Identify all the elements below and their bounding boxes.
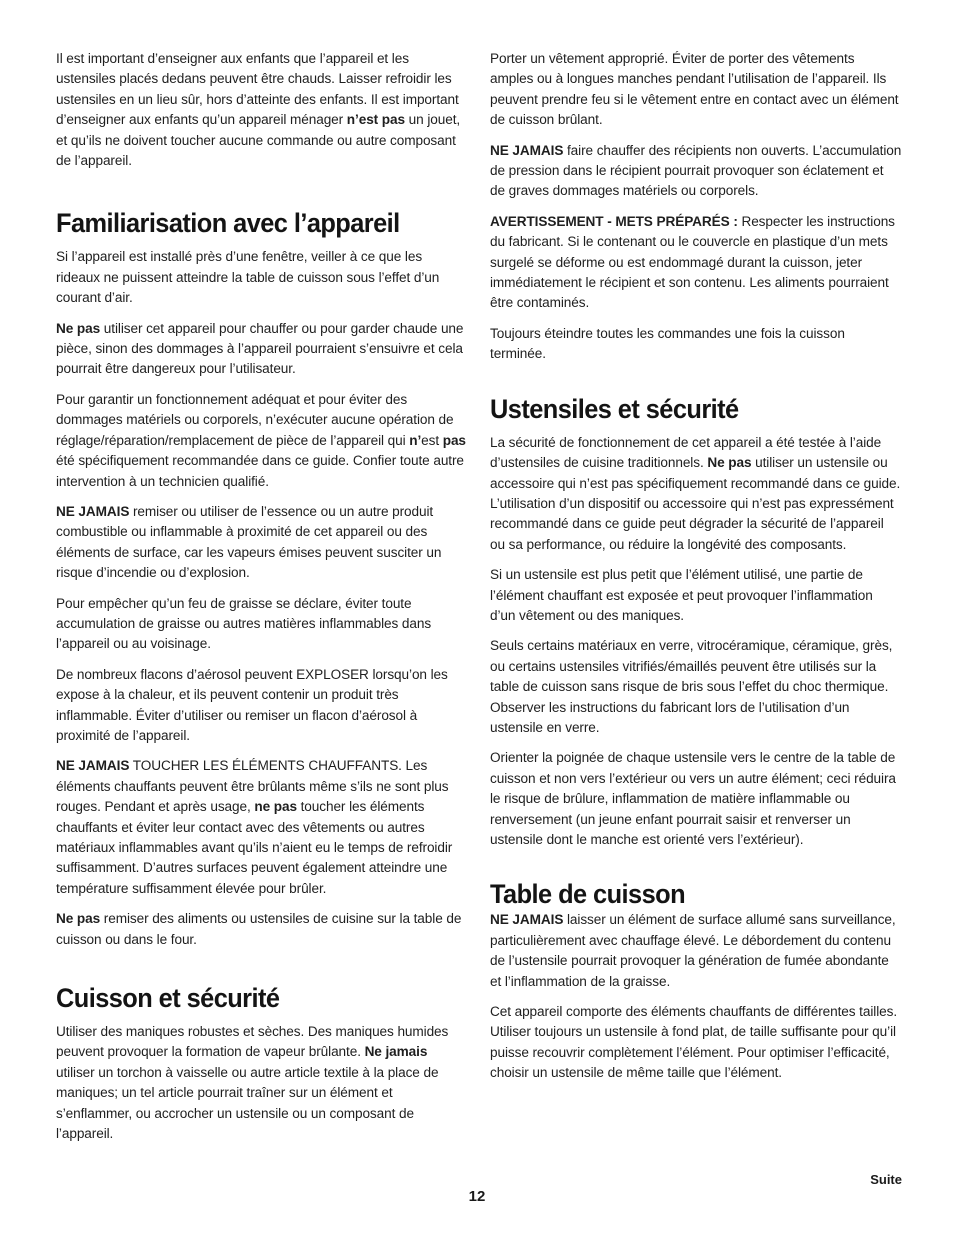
paragraph: Pour empêcher qu’un feu de graisse se déclare, éviter toute accumulation de graisse ou autres matières inflammables dans l’appareil ou au voisinage. (56, 595, 432, 653)
paragraph: NE JAMAIS remiser ou utiliser de l’essence ou un autre produit combustible ou inflammable à proximité de cet appareil ou des éléments de surface, car les vapeurs émises peuvent susciter un risque d’incendie ou d’explosion. (56, 503, 442, 582)
bold-emphasis: ne pas (254, 799, 297, 816)
page-number: 12 (468, 1188, 486, 1205)
intro-paragraph: Il est important d’enseigner aux enfants que l’appareil et les ustensiles placés dedans peuvent être chauds. Laisser refroidir les ustensiles en un lieu sûr, hors d’atteinte des enfants. Il est important d’enseigner aux enfants qu’un appareil ménager n’est pas un jouet, et qu’ils ne doivent toucher aucune commande ou autre composant de l’appareil. (56, 51, 461, 170)
paragraph: Cet appareil comporte des éléments chauffants de différentes tailles. Utiliser toujours un ustensile à fond plat, de taille suffisante pour qu’il puisse recouvrir complètement l’élément. Pour optimiser l’efficacité, choisir un ustensile de même taille que l’élément. (490, 1004, 898, 1082)
bold-emphasis: AVERTISSEMENT - METS PRÉPARÉS : (490, 213, 738, 230)
bold-emphasis: pas (442, 432, 466, 449)
bold-emphasis: NE JAMAIS (56, 503, 130, 520)
bold-emphasis: Ne pas (707, 455, 752, 472)
paragraph: Ne pas utiliser cet appareil pour chauffer ou pour garder chaude une pièce, sinon des dommages à l’appareil pourraient s’ensuivre et cela pourrait être dangereux pour l’utilisateur. (56, 320, 464, 378)
bold-emphasis: n’est pas (346, 112, 405, 129)
bold-emphasis: Ne pas (56, 911, 101, 928)
paragraph: De nombreux flacons d’aérosol peuvent EXPLOSER lorsqu’on les expose à la chaleur, et ils peuvent contenir un produit très inflammable. Éviter d’utiliser ou remiser un flacon d’aérosol à proximité de l’appareil. (56, 666, 448, 744)
paragraph: NE JAMAIS faire chauffer des récipients non ouverts. L’accumulation de pression dans le récipient pourrait provoquer son éclatement et de graves dommages matériels ou corporels. (490, 142, 902, 200)
paragraph: Seuls certains matériaux en verre, vitrocéramique, céramique, grès, ou certains ustensiles vitrifiés/émaillés peuvent être utilisés sur la table de cuisson sans risque de bris sous l’effet du choc thermique. Observer les instructions du fabricant lors de l’utilisation d’un ustensile en verre. (490, 638, 893, 736)
bold-emphasis: Ne pas (56, 320, 101, 337)
paragraph: Si un ustensile est plus petit que l’élément utilisé, une partie de l’élément chauffant est exposée et peut provoquer l’inflammation d’un vêtement ou des maniques. (490, 567, 873, 624)
bold-emphasis: Ne jamais (364, 1044, 428, 1061)
bold-emphasis: n’ (409, 432, 422, 449)
paragraph: La sécurité de fonctionnement de cet appareil a été testée à l’aide d’ustensiles de cuisine traditionnels. Ne pas utiliser un ustensile ou accessoire qui n’est pas spécifiquement recommandé dans ce guide. L’utilisation d’un dispositif ou accessoire qui n’est pas expressément recommandé dans ce guide peut dégrader la sécurité de l’appareil ou sa performance, ou réduire la longévité des composants. (490, 434, 901, 553)
section-heading-cuisson: Cuisson et sécurité (56, 983, 280, 1014)
paragraph: Pour garantir un fonctionnement adéquat et pour éviter des dommages matériels ou corporels, n’exécuter aucune opération de réglage/réparation/remplacement de pièce de l’appareil qui n’est pas été spécifiquement recommandée dans ce guide. Confier toute autre intervention à un technicien qualifié. (56, 391, 466, 490)
paragraph: NE JAMAIS TOUCHER LES ÉLÉMENTS CHAUFFANTS. Les éléments chauffants peuvent être brûlants même s’ils ne sont plus rouges. Pendant et après usage, ne pas toucher les éléments chauffants et éviter leur contact avec des vêtements ou autres matériaux inflammables avant qu’ils n’aient eu le temps de refroidir suffisamment. D’autres surfaces peuvent également atteindre une température suffisamment élevée pour brûler. (56, 758, 453, 897)
right-column (490, 49, 902, 1094)
paragraph: Si l’appareil est installé près d’une fenêtre, veiller à ce que les rideaux ne puissent atteindre la table de cuisson sous l’effet d’un courant d’air. (56, 249, 440, 307)
bold-emphasis: NE JAMAIS (56, 758, 130, 775)
section-heading-familiarisation: Familiarisation avec l’appareil (56, 208, 400, 239)
continued-label: Suite (870, 1172, 902, 1187)
left-column (56, 49, 468, 1154)
paragraph: NE JAMAIS laisser un élément de surface allumé sans surveillance, particulièrement avec chauffage élevé. Le débordement du contenu de l’ustensile pourrait provoquer la génération de fumée abondante et l’inflammation de la graisse. (490, 912, 896, 990)
bold-emphasis: NE JAMAIS (490, 142, 564, 159)
section-heading-ustensiles: Ustensiles et sécurité (490, 393, 739, 424)
paragraph: Porter un vêtement approprié. Éviter de porter des vêtements amples ou à longues manches pendant l’utilisation de l’appareil. Ils peuvent prendre feu si le vêtement entre en contact avec un élément de cuisson brûlant. (490, 51, 899, 129)
paragraph: Orienter la poignée de chaque ustensile vers le centre de la table de cuisson et non vers l’extérieur ou vers un autre élément; ceci réduira le risque de brûlure, inflammation de matière inflammable ou renversement (un jeune enfant pourrait saisir et renverser un ustensile dont le manche est orienté vers l’extérieur). (490, 750, 896, 848)
bold-emphasis: NE JAMAIS (490, 912, 564, 929)
paragraph: Ne pas remiser des aliments ou ustensiles de cuisine sur la table de cuisson ou dans le four. (56, 911, 462, 948)
paragraph: Toujours éteindre toutes les commandes une fois la cuisson terminée. (490, 325, 845, 363)
paragraph: Utiliser des maniques robustes et sèches. Des maniques humides peuvent provoquer la formation de vapeur brûlante. Ne jamais utiliser un torchon à vaisselle ou autre article textile à la place de maniques; un tel article pourrait traîner sur un élément et s’enflammer, ou accrocher un ustensile ou un composant de l’appareil. (56, 1024, 449, 1143)
warning-paragraph: AVERTISSEMENT - METS PRÉPARÉS : Respecter les instructions du fabricant. Si le contenant ou le couvercle en plastique d’un mets surgelé se déforme ou est endommagé durant la cuisson, jeter immédiatement le récipient et son contenu. Les aliments pourraient être contaminés. (490, 213, 895, 312)
section-heading-table-de-cuisson: Table de cuisson (490, 879, 686, 910)
